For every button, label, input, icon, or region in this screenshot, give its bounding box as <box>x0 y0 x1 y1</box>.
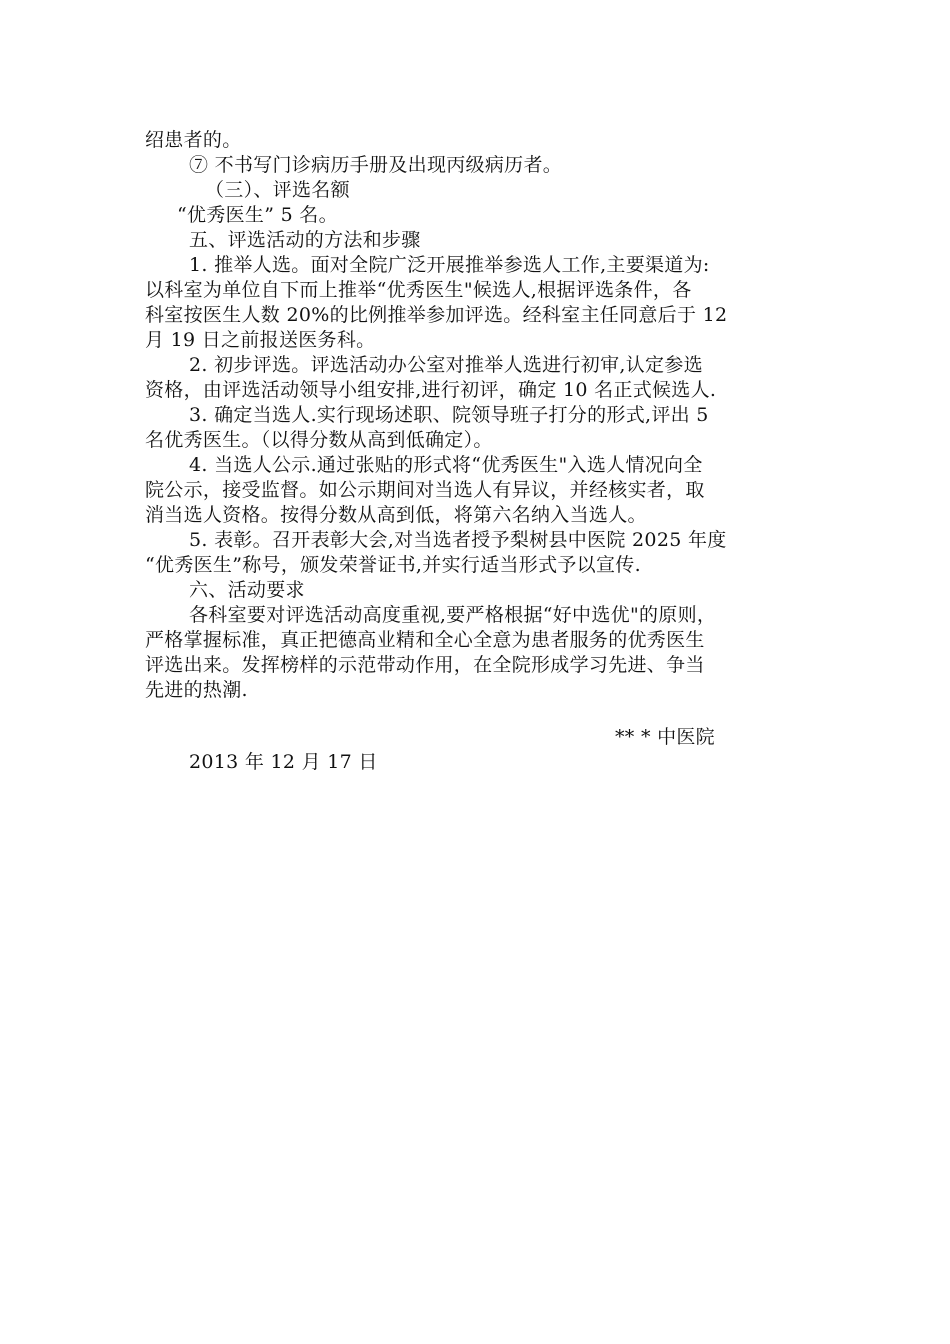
section-heading: （三）、评选名额 <box>205 179 350 201</box>
text-line: “优秀医生” 5 名。 <box>177 204 338 226</box>
blank-space <box>145 703 815 725</box>
text-line: 4. 当选人公示.通过张贴的形式将“优秀医生"入选人情况向全 <box>189 454 703 476</box>
text-line: 5. 表彰。召开表彰大会,对当选者授予梨树县中医院 2025 年度 <box>189 529 727 551</box>
text-line: 严格掌握标准，真正把德高业精和全心全意为患者服务的优秀医生 <box>145 629 705 651</box>
text-line: 各科室要对评选活动高度重视,要严格根据“好中选优"的原则， <box>189 604 717 626</box>
text-line: “优秀医生”称号，颁发荣誉证书,并实行适当形式予以宣传. <box>145 554 641 576</box>
section-heading: 五、评选活动的方法和步骤 <box>189 229 421 251</box>
text-line: 2. 初步评选。评选活动办公室对推举人选进行初审,认定参选 <box>189 354 703 376</box>
text-line: 消当选人资格。按得分数从高到低，将第六名纳入当选人。 <box>145 504 647 526</box>
text-line: 3. 确定当选人.实行现场述职、院领导班子打分的形式,评出 5 <box>189 404 709 426</box>
text-line: 绍患者的。 <box>145 129 242 151</box>
text-line: 资格，由评选活动领导小组安排,进行初评，确定 10 名正式候选人. <box>145 379 717 401</box>
section-heading: 六、活动要求 <box>189 579 305 601</box>
text-line: 名优秀医生。（以得分数从高到低确定）。 <box>145 429 493 451</box>
text-line: 先进的热潮. <box>145 679 248 701</box>
text-line: 科室按医生人数 20%的比例推举参加评选。经科室主任同意后于 12 <box>145 304 728 326</box>
text-line: 院公示，接受监督。如公示期间对当选人有异议，并经核实者，取 <box>145 479 705 501</box>
text-line: ⑦ 不书写门诊病历手册及出现丙级病历者。 <box>189 154 563 176</box>
text-line: 以科室为单位自下而上推举“优秀医生"候选人,根据评选条件，各 <box>145 279 692 301</box>
text-line: 评选出来。发挥榜样的示范带动作用，在全院形成学习先进、争当 <box>145 654 705 676</box>
signature-date: 2013 年 12 月 17 日 <box>189 751 378 773</box>
text-line: 1. 推举人选。面对全院广泛开展推举参选人工作,主要渠道为: <box>189 254 710 276</box>
document-body <box>145 128 815 775</box>
text-line: 月 19 日之前报送医务科。 <box>145 329 376 351</box>
signature-organization: ** * 中医院 <box>615 726 715 748</box>
